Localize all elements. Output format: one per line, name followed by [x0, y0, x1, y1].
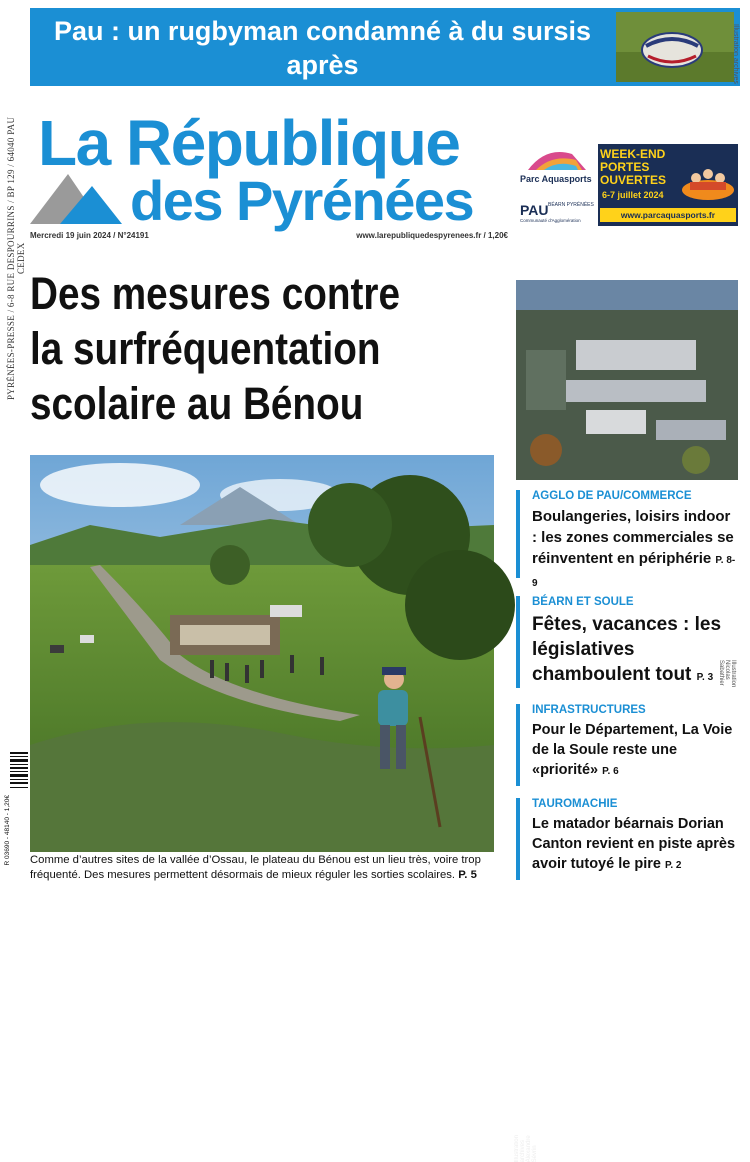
rugby-ball-photo	[616, 12, 734, 82]
story-page: P. 6	[602, 766, 619, 777]
aquasports-ad[interactable]	[516, 144, 738, 226]
website-price: www.larepubliquedespyrenees.fr / 1,20€	[356, 231, 508, 240]
top-teaser-banner[interactable]	[30, 8, 740, 114]
story-kicker: AGGLO DE PAU/COMMERCE	[532, 490, 692, 502]
publisher-address: PYRÉNÉES-PRESSE / 6-8 RUE DESPOURRINS / BP 129 / 64040 PAU CEDEX	[6, 116, 26, 400]
story-kicker: BÉARN ET SOULE	[532, 596, 634, 608]
ad-park-name: Parc Aquasports	[520, 174, 592, 184]
story-page: P. 3	[696, 672, 714, 683]
story-tauromachie[interactable]	[516, 798, 738, 880]
ad-community: Communauté d'Agglomération	[520, 218, 581, 223]
main-headline-line2: la surfréquentation	[30, 323, 381, 374]
story-title-text: Le matador béarnais Dorian Canton revient en piste après avoir tutoyé le pire	[532, 816, 736, 872]
top-teaser-page: P. 7	[578, 96, 600, 111]
aquasports-logo-icon	[516, 144, 598, 174]
story-kicker: TAUROMACHIE	[532, 798, 618, 810]
story-title-text: Boulangeries, loisirs indoor : les zones commerciales se réinventent en périphérie	[532, 508, 734, 567]
ad-dates: 6-7 juillet 2024	[602, 190, 664, 200]
ad-headline: WEEK-END PORTES OUVERTES	[600, 147, 667, 187]
story-page: P. 2	[664, 860, 682, 871]
masthead[interactable]	[30, 108, 500, 238]
top-teaser-text	[30, 14, 615, 121]
photo-credit: Illustration archives Alexandre Sévrin	[514, 1135, 538, 1162]
dateline	[30, 231, 508, 240]
top-teaser-line2-text: un coup de pied donné lors d’un placage	[45, 84, 571, 114]
story-infrastructures[interactable]	[516, 704, 738, 786]
raft-icon	[680, 158, 736, 204]
top-teaser-line1: Pau : un rugbyman condamné à du sursis après	[53, 16, 592, 80]
story-commerce[interactable]	[516, 490, 738, 589]
masthead-title-line2: des Pyrénées	[130, 169, 474, 232]
barcode-number: R 03690 - 48140 - 1,20€	[4, 795, 11, 866]
photo-caption	[30, 853, 494, 883]
caption-page: P. 5	[458, 869, 477, 881]
story-title-text: Pour le Département, La Voie de la Soule reste une «priorité»	[532, 722, 733, 778]
masthead-title-line1: La République	[38, 107, 460, 179]
main-headline-line3: scolaire au Bénou	[30, 378, 364, 429]
story-title	[532, 720, 738, 782]
story-title-text: Fêtes, vacances : les législatives chamboulent tout	[532, 614, 722, 685]
top-teaser-credit: Illustration archives	[732, 24, 739, 84]
story-kicker: INFRASTRUCTURES	[532, 704, 646, 716]
issue-date: Mercredi 19 juin 2024 / N°24191	[30, 231, 149, 240]
main-headline[interactable]	[30, 266, 443, 431]
story-title	[532, 612, 738, 690]
side-photo-credit: Illustration Nicolas Sabathier	[718, 660, 736, 688]
ad-region: BÉARN PYRÉNÉES	[548, 202, 594, 208]
story-legislatives[interactable]	[516, 596, 738, 688]
caption-text: Comme d’autres sites de la vallée d’Ossau, le plateau du Bénou est un lieu très, voire trop fréquenté. Des mesures permettent désormais de mieux réguler les sorties scolaires.	[30, 854, 481, 881]
barcode-icon	[10, 752, 28, 864]
ad-url[interactable]: www.parcaquasports.fr	[600, 208, 736, 222]
ad-pau-label: PAU	[520, 202, 549, 218]
story-title	[532, 506, 738, 594]
story-title	[532, 814, 738, 876]
story-page: P. 8-9	[532, 555, 736, 589]
main-headline-line1: Des mesures contre	[30, 268, 400, 319]
